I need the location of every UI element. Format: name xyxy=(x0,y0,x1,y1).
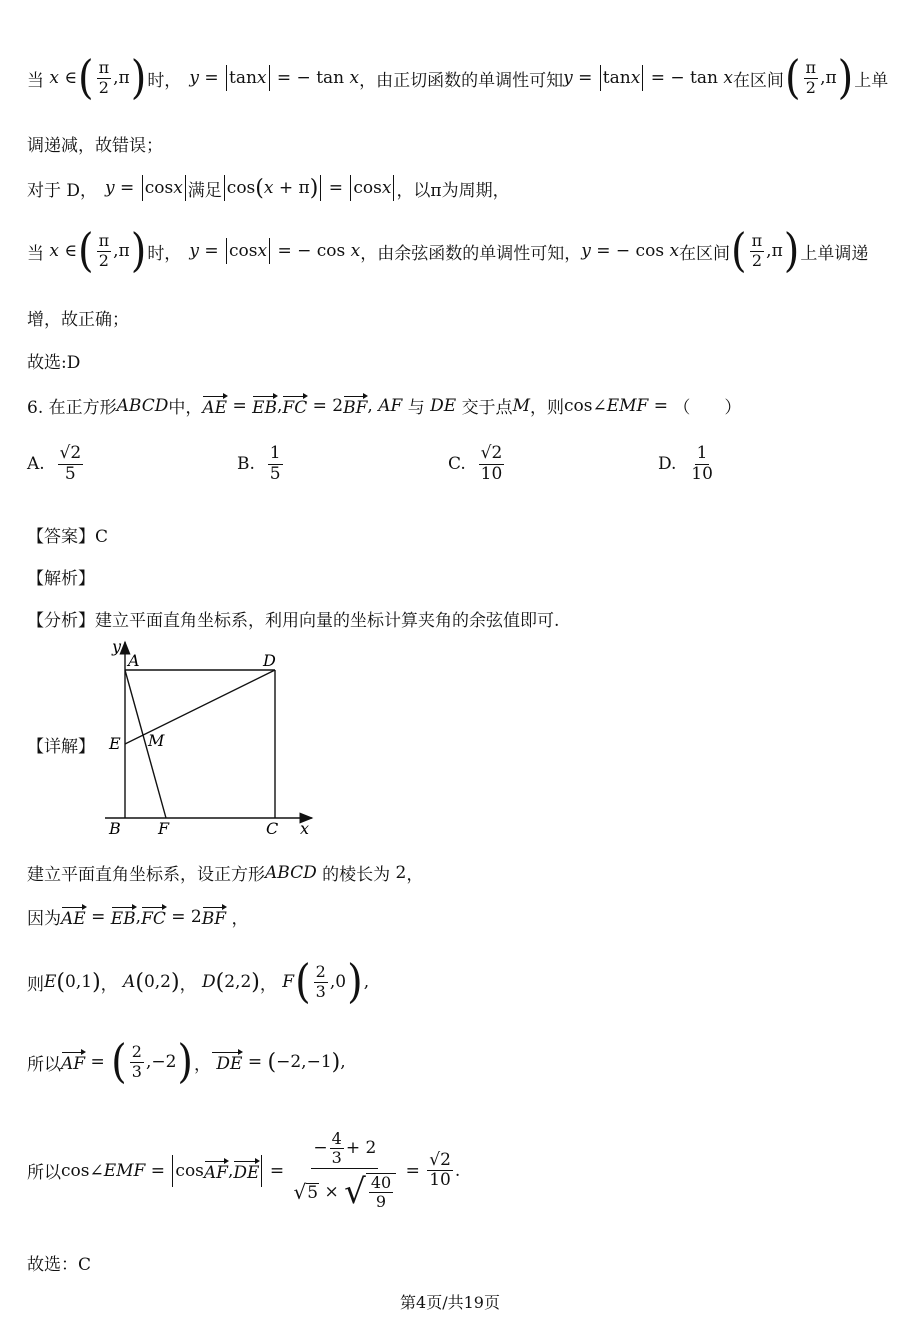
text: 上单 xyxy=(854,70,889,91)
square-diagram xyxy=(100,636,320,840)
option-d: D. $\frac{1}{10}$ xyxy=(658,443,713,484)
label-m: M xyxy=(148,731,165,750)
text-line-1: 当 x ∈ ( $\frac{\pi}{2}$ ,π ) 时， y = tan x = − tan x ，由正切函数的单调性可知 y = tan x = − tan x 在区间 ( $\frac{\pi}{2}$ ,π ) 上单 xyxy=(27,51,889,105)
solution-line-4: 所以 AF = ( $\frac{2}{3}$ ,−2 ) ， DE = ( −2,−1 ) , xyxy=(27,1035,346,1089)
final-answer: 故选：C xyxy=(27,1255,92,1275)
text: ，由余弦函数的单调性可知， xyxy=(360,243,582,264)
page-footer: 第4页/共19页 xyxy=(400,1293,500,1312)
text-line-5 xyxy=(27,305,129,330)
detail-label: 【详解】 xyxy=(27,737,95,757)
text: 当 xyxy=(27,243,44,264)
text: 在区间 xyxy=(679,243,731,264)
text: ，由正切函数的单调性可知 xyxy=(359,70,564,91)
text: ，以π为周期， xyxy=(396,180,510,201)
label-d: D xyxy=(263,651,276,670)
question-6: 6. 在正方形 ABCD 中， AE = EB , FC = 2 BF , AF 与 DE 交于点 M ，则 cos∠ EMF = （ ） xyxy=(27,393,741,418)
text: 当 xyxy=(27,70,44,91)
text: 时， xyxy=(147,243,182,264)
option-b: B. $\frac{1}{5}$ xyxy=(237,443,281,484)
answer-label: 【答案】C xyxy=(27,527,109,547)
text: 6. 在正方形 xyxy=(27,398,117,418)
label-a: A xyxy=(128,651,140,670)
solution-line-3: 则 E ( 0,1 ) ， A ( 0,2 ) ， D ( 2,2 ) ， F ( $\frac{2}{3}$ ,0 ) , xyxy=(27,955,370,1009)
solution-line-1: 建立平面直角坐标系，设正方形 ABCD 的棱长为 2 ， xyxy=(27,862,424,885)
text-line-3: 对于 D， y = cos x 满足 cos ( x + π ) = cos x ，以π为周期， xyxy=(27,175,510,201)
text: 中， xyxy=(168,398,203,418)
option-c: C. $\frac{√2}{10}$ xyxy=(448,443,503,484)
option-a: A. $\frac{√2}{5}$ xyxy=(27,443,82,484)
text-line-6 xyxy=(27,348,80,373)
text: 调递减，故错误； xyxy=(27,136,163,156)
text-line-4: 当 x ∈ ( $\frac{\pi}{2}$ ,π ) 时， y = cos x = − cos x ，由余弦函数的单调性可知， y = − cos x 在区间 ( $\frac{\pi}{2}$ ,π ) 上单调递 xyxy=(27,224,869,278)
label-b: B xyxy=(109,819,121,838)
label-c: C xyxy=(266,819,279,838)
text: 与 xyxy=(407,398,425,418)
text: 满足 xyxy=(187,180,222,201)
text: 上单调递 xyxy=(800,243,869,264)
analysis-label: 【解析】 xyxy=(27,569,95,589)
text: 时， xyxy=(147,70,182,91)
text: 在区间 xyxy=(732,70,784,91)
text: 增，故正确； xyxy=(27,310,129,330)
text: 交于点 xyxy=(461,398,513,418)
label-x: x xyxy=(300,819,310,838)
label-f: F xyxy=(158,819,170,838)
solution-line-5: 所以 cos∠ EMF = cos AF , DE = − $\frac{4}{3}$ + 2 √ 5 × √ $\frac{40}{9}$ = $\frac{√2}{10}$ . xyxy=(27,1129,461,1212)
analysis-summary: 【分析】建立平面直角坐标系，利用向量的坐标计算夹角的余弦值即可. xyxy=(27,611,560,631)
text: ，则 xyxy=(529,398,564,418)
text: （ ） xyxy=(673,398,742,418)
solution-line-2: 因为 AE = EB , FC = 2 BF ， xyxy=(27,906,249,929)
label-y: y xyxy=(112,637,122,656)
text-line-2 xyxy=(27,131,163,156)
text: 对于 D， xyxy=(27,180,98,201)
label-e: E xyxy=(109,734,121,753)
text: 故选:D xyxy=(27,353,81,373)
